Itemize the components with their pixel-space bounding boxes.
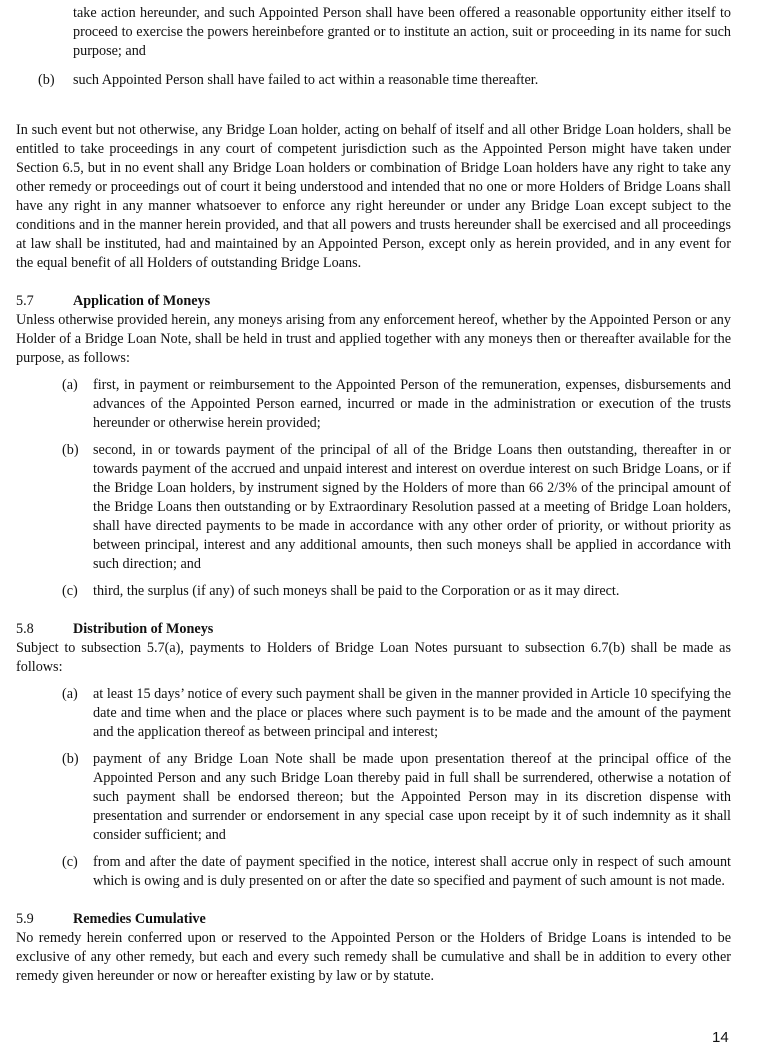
clause-label: (b) — [62, 442, 79, 458]
clause-item — [38, 71, 731, 90]
page-number: 14 — [712, 1029, 729, 1046]
clause-text: payment of any Bridge Loan Note shall be made upon presentation thereof at the principal office of the Appointed Person and any such Bridge Loan thereby paid in full shall be surrendered, otherwise a notation of such payment shall be endorsed thereon; but the Appointed Person may in its discretion dispense with presentation and surrender or endorsement in any special case upon receipt by it of such indemnity as it shall consider sufficient; and — [93, 751, 731, 843]
clause-item — [62, 685, 731, 742]
section-heading — [16, 620, 731, 639]
continued-clause-text: take action hereunder, and such Appointed Person shall have been offered a reasonable opportunity either itself to proceed to exercise the powers hereinbefore granted or to institute an action, suit or proceeding in its name for such purpose; and — [73, 5, 731, 59]
section-title: Application of Moneys — [73, 293, 211, 309]
section-heading — [16, 292, 731, 311]
clause-label: (c) — [62, 854, 78, 870]
section-title: Distribution of Moneys — [73, 621, 214, 637]
section-number: 5.8 — [16, 621, 34, 637]
paragraph: In such event but not otherwise, any Bridge Loan holder, acting on behalf of itself and all other Bridge Loan holders, shall be entitled to take proceedings in any court of competent jurisdiction such as the Appointed Person might have taken under Section 6.5, but in no event shall any Bridge Loan holders or combination of Bridge Loan holders have any right to take any other remedy or proceedings out of court it being understood and intended that no one or more Holders of Bridge Loans shall have any right in any manner whatsoever to enforce any right hereunder or under any Bridge Loan except subject to the conditions and in the manner herein provided, and that all powers and trusts hereunder shall be exercised and all proceedings at law shall be instituted, had and maintained by an Appointed Person, except only as herein provided, and in any event for the equal benefit of all Holders of outstanding Bridge Loans. — [16, 122, 731, 271]
clause-label: (b) — [62, 751, 79, 767]
section — [16, 620, 731, 891]
section-body: Unless otherwise provided herein, any moneys arising from any enforcement hereof, whether by the Appointed Person or any Holder of a Bridge Loan Note, shall be held in trust and applied together with any moneys then or thereafter available for the purpose, as follows: — [16, 312, 731, 366]
section-number: 5.9 — [16, 911, 34, 927]
clause-text: such Appointed Person shall have failed to act within a reasonable time thereafter. — [73, 72, 539, 88]
section-body: No remedy herein conferred upon or reserved to the Appointed Person or the Holders of Bridge Loans is intended to be exclusive of any other remedy, but each and every such remedy shall be cumulative and shall be in addition to every other remedy given hereunder or now or hereafter existing by law or by statute. — [16, 930, 731, 984]
clause-label: (c) — [62, 583, 78, 599]
clause-text: from and after the date of payment specified in the notice, interest shall accrue only in respect of such amount which is owing and is duly presented on or after the date so specified and payment of such amount is not made. — [93, 854, 731, 889]
clause-text: third, the surplus (if any) of such moneys shall be paid to the Corporation or as it may direct. — [93, 583, 620, 599]
section — [16, 292, 731, 601]
clause-text: first, in payment or reimbursement to the Appointed Person of the remuneration, expenses, disbursements and advances of the Appointed Person earned, incurred or made in the administration or execution of the trusts hereunder or otherwise herein provided; — [93, 377, 731, 431]
clause-text: at least 15 days’ notice of every such payment shall be given in the manner provided in Article 10 specifying the date and time when and the place or places where such payment is to be made and the amount of the payment and the application thereof as between principal and interest; — [93, 686, 731, 740]
clause-label: (a) — [62, 377, 78, 393]
clause-label: (b) — [38, 72, 55, 88]
clause-item — [62, 750, 731, 845]
section-title: Remedies Cumulative — [73, 911, 206, 927]
section-body: Subject to subsection 5.7(a), payments to Holders of Bridge Loan Notes pursuant to subsection 6.7(b) shall be made as follows: — [16, 640, 731, 675]
clause-item — [62, 582, 731, 601]
clause-label: (a) — [62, 686, 78, 702]
section — [16, 910, 731, 986]
section-heading — [16, 910, 731, 929]
section-number: 5.7 — [16, 293, 34, 309]
document-page — [16, 4, 731, 986]
clause-text: second, in or towards payment of the principal of all of the Bridge Loans then outstanding, thereafter in or towards payment of the accrued and unpaid interest and interest on overdue interest on such Bridge Loans, or if the Bridge Loan holders, by instrument signed by the Holders of more than 66 2/3% of the principal amount of the Bridge Loans then outstanding or by Extraordinary Resolution passed at a meeting of Bridge Loan holders, shall have directed payments to be made in accordance with any other order of priority, or without priority as between principal, interest and any additional amounts, then such moneys shall be applied in accordance with such direction; and — [93, 442, 731, 572]
clause-item — [62, 441, 731, 574]
clause-item — [62, 376, 731, 433]
clause-item — [62, 853, 731, 891]
